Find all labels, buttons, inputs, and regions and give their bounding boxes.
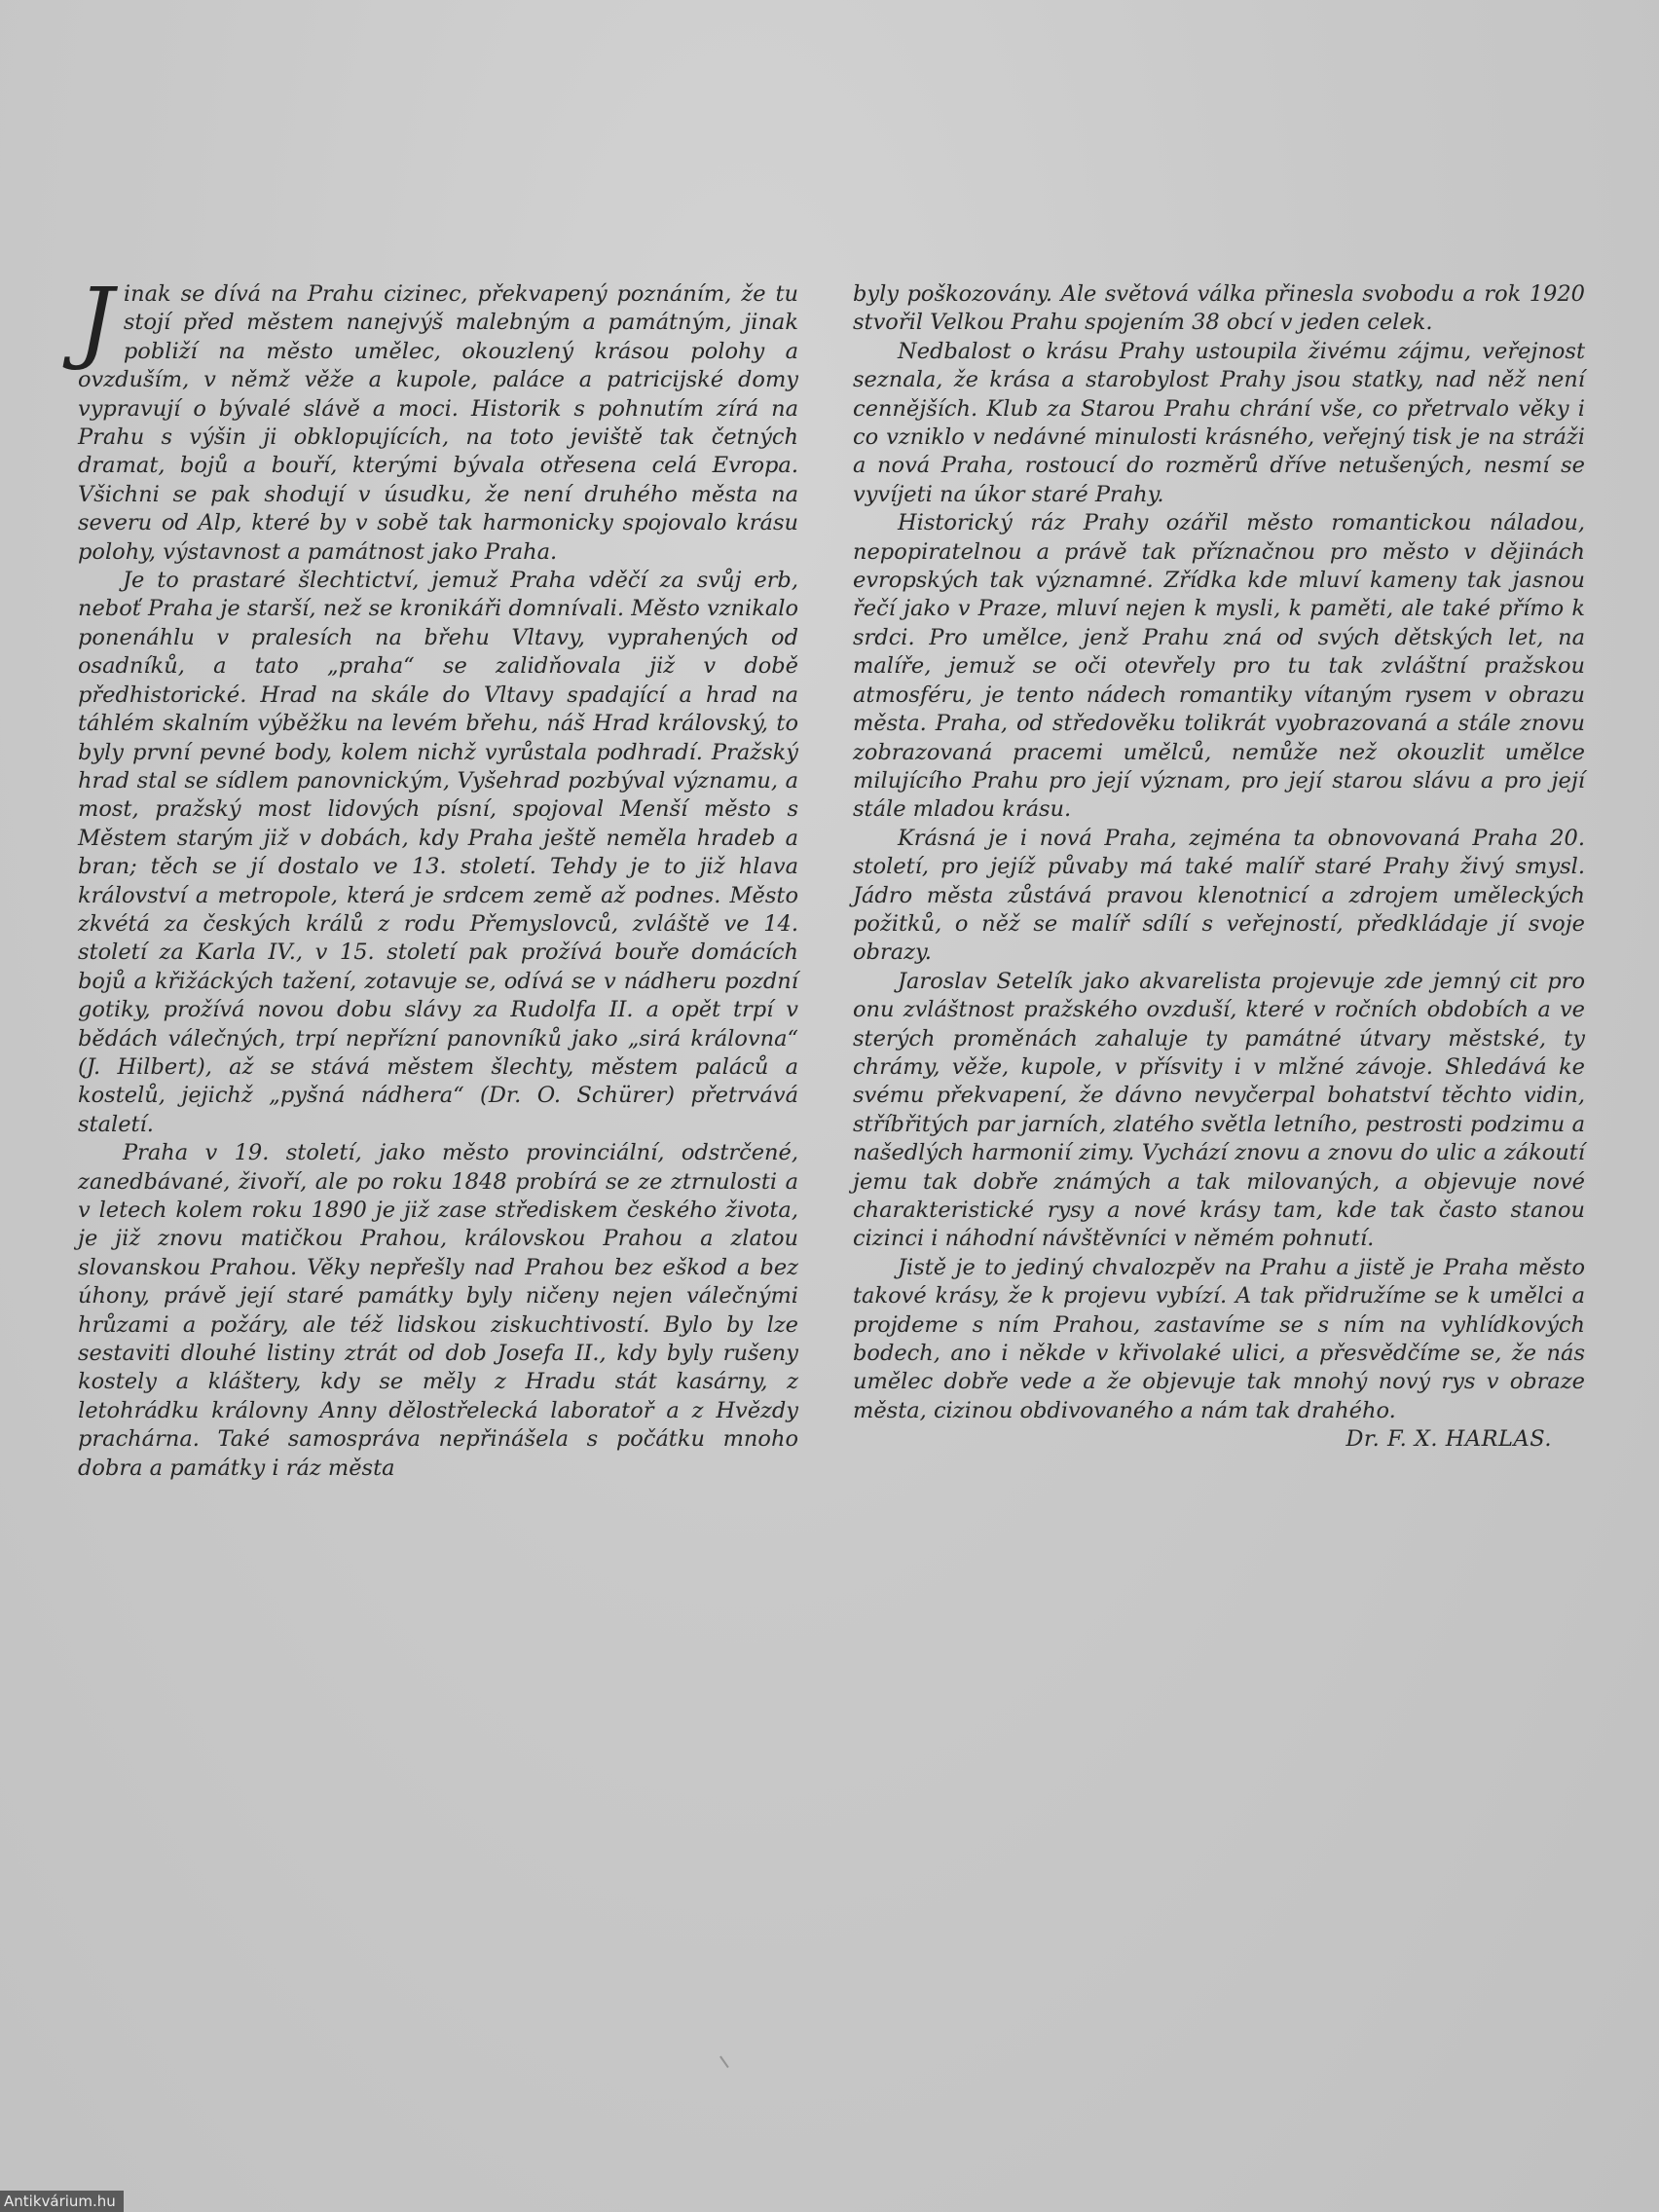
paragraph-5: Historický ráz Prahy ozářil město romantickou náladou, nepopiratelnou a právě tak příznačnou pro město v dějinách evropských tak významné. Zřídka kde mluví kameny tak jasnou řečí jako v Praze, mluví nejen k mysli, k paměti, ale také přímo k srdci. Pro umělce, jenž Prahu zná od svých dětských let, na malíře, jemuž se oči otevřely pro tu tak zvláštní pražskou atmosféru, je tento nádech romantiky vítaným rysem v obrazu města. Praha, od středověku tolikrát vyobrazovaná a stále znovu zobrazovaná pracemi umělců, nemůže než okouzlit umělce milujícího Prahu pro její význam, pro její starou slávu a pro její stále mladou krásu. — [853, 510, 1585, 823]
paragraph-1 — [78, 269, 798, 567]
watermark: Antikvárium.hu — [0, 2191, 124, 2212]
paper-speck — [719, 2050, 737, 2068]
paragraph-6: Krásná je i nová Praha, zejména ta obnovovaná Praha 20. století, pro jejíž půvaby má také malíř staré Prahy živý smysl. Jádro města zůstává pravou klenotnicí a zdrojem uměleckých požitků, o něž se malíř sdílí s veřejností, předkládaje jí svoje obrazy. — [853, 825, 1585, 966]
drop-cap: J — [78, 269, 114, 373]
right-column — [853, 280, 1585, 1455]
paragraph-4: Nedbalost o krásu Prahy ustoupila živému zájmu, veřejnost seznala, že krása a starobylost Prahy jsou statky, nad něž není cennějších. Klub za Starou Prahu chrání vše, co přetrvalo věky i co vzniklo v nedávné minulosti krásného, veřejný tisk je na stráži a nová Praha, rostoucí do rozměrů dříve netušených, nesmí se vyvíjeti na úkor staré Prahy. — [853, 338, 1585, 507]
paragraph-3-continued: byly poškozovány. Ale světová válka přinesla svobodu a rok 1920 stvořil Velkou Prahu spojením 38 obcí v jeden celek. — [853, 281, 1585, 336]
author-signature: Dr. F. X. HARLAS. — [1346, 1426, 1552, 1453]
paragraph-3: Praha v 19. století, jako město provinciální, odstrčené, zanedbávané, živoří, ale po roku 1848 probírá se ze ztrnulosti a v letech kolem roku 1890 je již zase střediskem českého života, je již znovu matičkou Prahou, královskou Prahou a zlatou slovanskou Prahou. Věky nepřešly nad Prahou bez eškod a bez úhony, právě její staré památky byly ničeny nejen válečnými hrůzami a požáry, ale též lidskou ziskuchtivostí. Bylo by lze sestaviti dlouhé listiny ztrát od dob Josefa II., kdy byly rušeny kostely a kláštery, kdy se měly z Hradu stát kasárny, z letohrádku královny Anny dělostřelecká laboratoř a z Hvězdy prachárna. Také samospráva nepřinášela s počátku mnoho dobra a památky i ráz města — [78, 1140, 798, 1481]
paragraph-2: Je to prastaré šlechtictví, jemuž Praha vděčí za svůj erb, neboť Praha je starší, než se kronikáři domnívali. Město vznikalo ponenáhlu v pralesích na břehu Vltavy, vyprahených od osadníků, a tato „praha“ se zalidňovala již v době předhistorické. Hrad na skále do Vltavy spadající a hrad na táhlém skalním výběžku na levém břehu, náš Hrad královský, to byly první pevné body, kolem nichž vyrůstala podhradí. Pražský hrad stal se sídlem panovnickým, Vyšehrad pozbýval významu, a most, pražský most lidových písní, spojoval Menší město s Městem starým již v dobách, kdy Praha ještě neměla hradeb a bran; těch se jí dostalo ve 13. století. Tehdy je to již hlava království a metropole, která je srdcem země až podnes. Město zkvétá za českých králů z rodu Přemyslovců, zvláště ve 14. století za Karla IV., v 15. století pak prožívá bouře domácích bojů a křižáckých tažení, zotavuje se, odívá se v nádheru pozdní gotiky, prožívá novou dobu slávy za Rudolfa II. a opět trpí v bědách válečných, trpí nepřízní panovníků jako „sirá královna“ (J. Hilbert), až se stává městem šlechty, městem paláců a kostelů, jejichž „pyšná nádhera“ (Dr. O. Schürer) přetrvává staletí. — [78, 568, 798, 1137]
paragraph-8: Jistě je to jediný chvalozpěv na Prahu a jistě je Praha město takové krásy, že k projevu vybízí. A tak přidružíme se k umělci a projdeme s ním Prahou, zastavíme se s ním na vyhlídkových bodech, ano i někde v křivolaké ulici, a přesvědčíme se, že nás umělec dobře vede a že objevuje tak mnohý nový rys v obraze města, cizinou obdivovaného a nám tak drahého. — [853, 1254, 1585, 1423]
paragraph-7: Jaroslav Setelík jako akvarelista projevuje zde jemný cit pro onu zvláštnost pražského ovzduší, které v ročních obdobích a ve sterých proměnách zahaluje ty památné útvary městské, ty chrámy, věže, kupole, v přísvity i v mlžné závoje. Shledává ke svému překvapení, že dávno nevyčerpal bohatství těchto vidin, stříbřitých par jarních, zlatého světla letního, pestrosti podzimu a našedlých harmonií zimy. Vychází znovu a znovu do ulic a zákoutí jemu tak dobře známých a tak milovaných, a objevuje nové charakteristické rysy a nové krásy tam, kde tak často stanou cizinci i náhodní návštěvníci v němém pohnutí. — [853, 968, 1585, 1252]
paragraph-1-text: inak se dívá na Prahu cizinec, překvapený poznáním, že tu stojí před městem nanejvýš malebným a památným, jinak pobliží na město umělec, okouzlený krásou polohy a ovzduším, v němž věže a kupole, paláce a patricijské domy vypravují o bývalé slávě a moci. Historik s pohnutím zírá na Prahu s výšin ji obklopujících, na toto jeviště tak četných dramat, bojů a bouří, kterými bývala otřesena celá Evropa. Všichni se pak shodují v úsudku, že není druhého města na severu od Alp, které by v sobě tak harmonicky spojovalo krásu polohy, výstavnost a památnost jako Praha. — [78, 281, 798, 565]
left-column — [78, 269, 798, 1483]
